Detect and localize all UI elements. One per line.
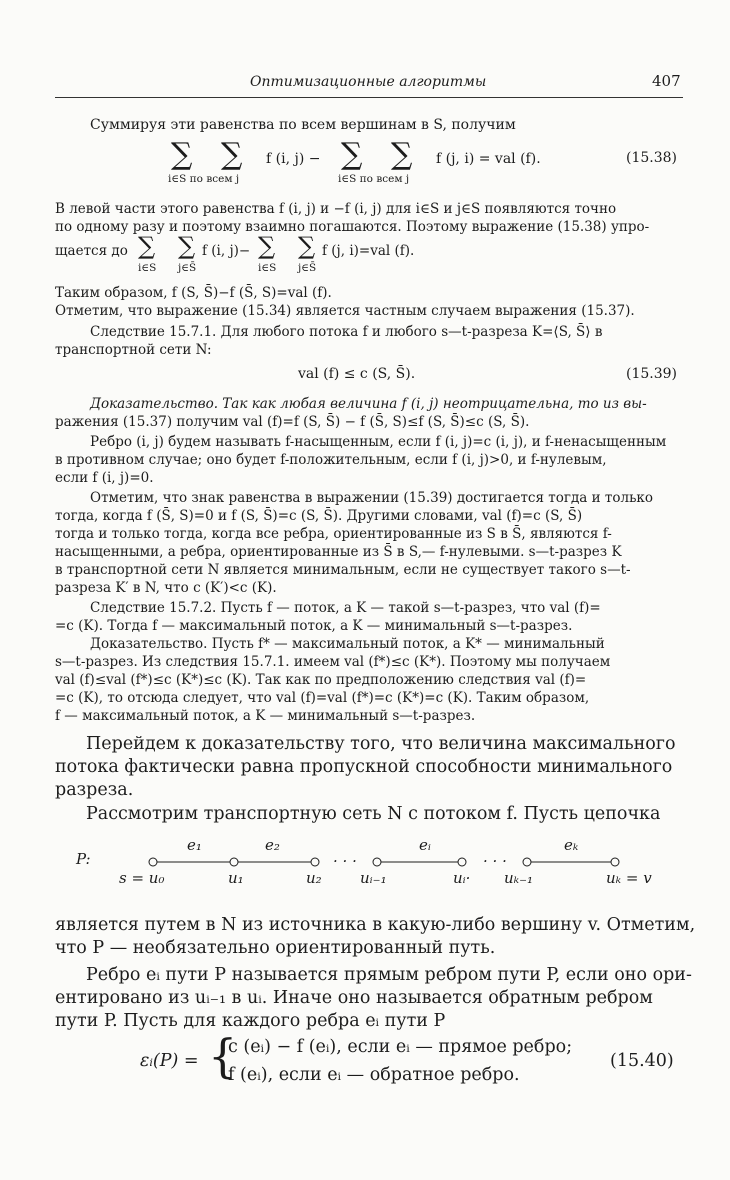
- equation-brace: {: [208, 1029, 238, 1083]
- path-vertex: [373, 858, 381, 866]
- vertex-label: u₁: [228, 869, 244, 887]
- equation-lhs: εᵢ(P) =: [140, 1051, 199, 1071]
- sum-subscript: i∈S: [258, 262, 277, 274]
- path-vertex: [311, 858, 319, 866]
- sum-sign: ∑: [258, 232, 276, 260]
- sum-sign: ∑: [221, 137, 243, 172]
- proof-2: Доказательство. Пусть f* — максимальный поток, а K* — минимальный: [90, 636, 605, 652]
- sum-sign: ∑: [391, 137, 413, 172]
- paragraph-text-line: тогда и только тогда, когда все ребра, ориентированные из S в S̄, являются f-: [55, 526, 612, 542]
- vertex-label: uᵢ·: [453, 869, 471, 887]
- equation-term: f (j, i) = val (f).: [436, 151, 541, 167]
- path-vertex: [523, 858, 531, 866]
- proof-2-cont: f — максимальный поток, а K — минимальный s—t-разрез.: [55, 708, 476, 724]
- paragraph-large: что P — необязательно ориентированный путь.: [55, 938, 496, 958]
- corollary-15-7-2: Следствие 15.7.2. Пусть f — поток, а K — такой s—t-разрез, что val (f)=: [90, 600, 601, 616]
- path-ellipsis: · · ·: [333, 852, 357, 870]
- edge-label: eᵢ: [419, 836, 431, 854]
- sum-sign: ∑: [171, 137, 193, 172]
- proof-1: Доказательство. Так как любая величина f (i, j) неотрицательна, то из вы-: [90, 396, 647, 412]
- paragraph-sum-intro: Суммируя эти равенства по всем вершинам в S, получим: [90, 117, 516, 133]
- paragraph-text-line: разреза K′ в N, что c (K′)<c (K).: [55, 580, 277, 596]
- equation-case: c (eᵢ) − f (eᵢ), если eᵢ — прямое ребро;: [228, 1037, 573, 1057]
- vertex-label: s = u₀: [119, 869, 165, 887]
- equation-term: f (i, j)−: [202, 243, 251, 259]
- equation-number: (15.39): [626, 366, 678, 382]
- equation-number: (15.40): [610, 1051, 674, 1071]
- edge-definitions: Ребро (i, j) будем называть f-насыщенным, если f (i, j)=c (i, j), и f-ненасыщенным: [90, 434, 667, 450]
- running-title: Оптимизационные алгоритмы: [250, 74, 487, 90]
- paragraph-text-line: Таким образом, f (S, S̄)−f (S̄, S)=val (f).: [55, 285, 332, 301]
- proof-1-cont: ражения (15.37) получим val (f)=f (S, S̄) − f (S̄, S)≤f (S, S̄)≤c (S, S̄).: [55, 414, 530, 430]
- proof-2-cont: =c (K), то отсюда следует, что val (f)=val (f*)=c (K*)=c (K). Таким образом,: [55, 690, 590, 706]
- page-number: 407: [652, 72, 681, 90]
- corollary-15-7-1: Следствие 15.7.1. Для любого потока f и любого s—t-разреза K=⟨S, S̄⟩ в: [90, 324, 603, 340]
- equation-15-39: val (f) ≤ c (S, S̄).: [298, 366, 416, 382]
- path-vertex: [230, 858, 238, 866]
- sum-subscript: j∈S̄: [178, 262, 197, 274]
- sum-subscript: i∈S: [138, 262, 157, 274]
- paragraph-large: потока фактически равна пропускной способности минимального: [55, 757, 673, 777]
- paragraph-text-line: В левой части этого равенства f (i, j) и −f (i, j) для i∈S и j∈S появляются точно: [55, 201, 617, 217]
- edge-definitions-cont: если f (i, j)=0.: [55, 470, 154, 486]
- paragraph-large: Ребро eᵢ пути P называется прямым ребром пути P, если оно ори-: [86, 965, 692, 985]
- equation-lead-text: щается до: [55, 243, 128, 259]
- sum-sign: ∑: [178, 232, 196, 260]
- paragraph-large: разреза.: [55, 780, 134, 800]
- corollary-15-7-2-cont: =c (K). Тогда f — максимальный поток, а K — минимальный s—t-разрез.: [55, 618, 573, 634]
- paragraph-text-line: Отметим, что знак равенства в выражении (15.39) достигается тогда и только: [90, 490, 653, 506]
- edge-definitions-cont: в противном случае; оно будет f-положительным, если f (i, j)>0, и f-нулевым,: [55, 452, 607, 468]
- sum-sign: ∑: [298, 232, 316, 260]
- paragraph-text-line: насыщенными, а ребра, ориентированные из S̄ в S,— f-нулевыми. s—t-разрез K: [55, 544, 622, 560]
- sum-sign: ∑: [341, 137, 363, 172]
- equation-term: f (j, i)=val (f).: [322, 243, 415, 259]
- paragraph-text-line: в транспортной сети N является минимальным, если не существует такого s—t-: [55, 562, 631, 578]
- sum-subscript: j∈S̄: [298, 262, 317, 274]
- path-vertex: [149, 858, 157, 866]
- corollary-15-7-1-cont: транспортной сети N:: [55, 342, 212, 358]
- paragraph-large: пути P. Пусть для каждого ребра eᵢ пути P: [55, 1011, 446, 1031]
- sum-subscript: i∈S по всем j: [338, 173, 410, 185]
- paragraph-text-line: по одному разу и поэтому взаимно погашаются. Поэтому выражение (15.38) упро-: [55, 219, 650, 235]
- edge-label: e₁: [187, 836, 202, 854]
- path-ellipsis: · · ·: [483, 852, 507, 870]
- equation-term: f (i, j) −: [266, 151, 321, 167]
- equation-number: (15.38): [626, 150, 678, 166]
- vertex-label: u₂: [306, 869, 322, 887]
- path-vertex: [458, 858, 466, 866]
- edge-label: e₂: [265, 836, 280, 854]
- paragraph-large: Перейдем к доказательству того, что величина максимального: [86, 734, 676, 754]
- paragraph-text-line: Отметим, что выражение (15.34) является частным случаем выражения (15.37).: [55, 303, 635, 319]
- path-vertex: [611, 858, 619, 866]
- sum-sign: ∑: [138, 232, 156, 260]
- equation-case: f (eᵢ), если eᵢ — обратное ребро.: [228, 1065, 520, 1085]
- sum-subscript: i∈S по всем j: [168, 173, 240, 185]
- paragraph-large: является путем в N из источника в какую-либо вершину v. Отметим,: [55, 915, 696, 935]
- edge-label: eₖ: [564, 836, 579, 854]
- paragraph-large: ентировано из uᵢ₋₁ в uᵢ. Иначе оно называется обратным ребром: [55, 988, 653, 1008]
- path-name: P:: [76, 850, 91, 868]
- paragraph-large: Рассмотрим транспортную сеть N с потоком f. Пусть цепочка: [86, 804, 661, 824]
- vertex-label: uₖ₋₁: [504, 869, 534, 887]
- proof-2-cont: val (f)≤val (f*)≤c (K*)≤c (K). Так как по предположению следствия val (f)=: [55, 672, 587, 688]
- vertex-label: uₖ = v: [606, 869, 652, 887]
- proof-2-cont: s—t-разрез. Из следствия 15.7.1. имеем val (f*)≤c (K*). Поэтому мы получаем: [55, 654, 611, 670]
- vertex-label: uᵢ₋₁: [360, 869, 387, 887]
- paragraph-text-line: тогда, когда f (S̄, S)=0 и f (S, S̄)=c (S, S̄). Другими словами, val (f)=c (S, S̄): [55, 508, 583, 524]
